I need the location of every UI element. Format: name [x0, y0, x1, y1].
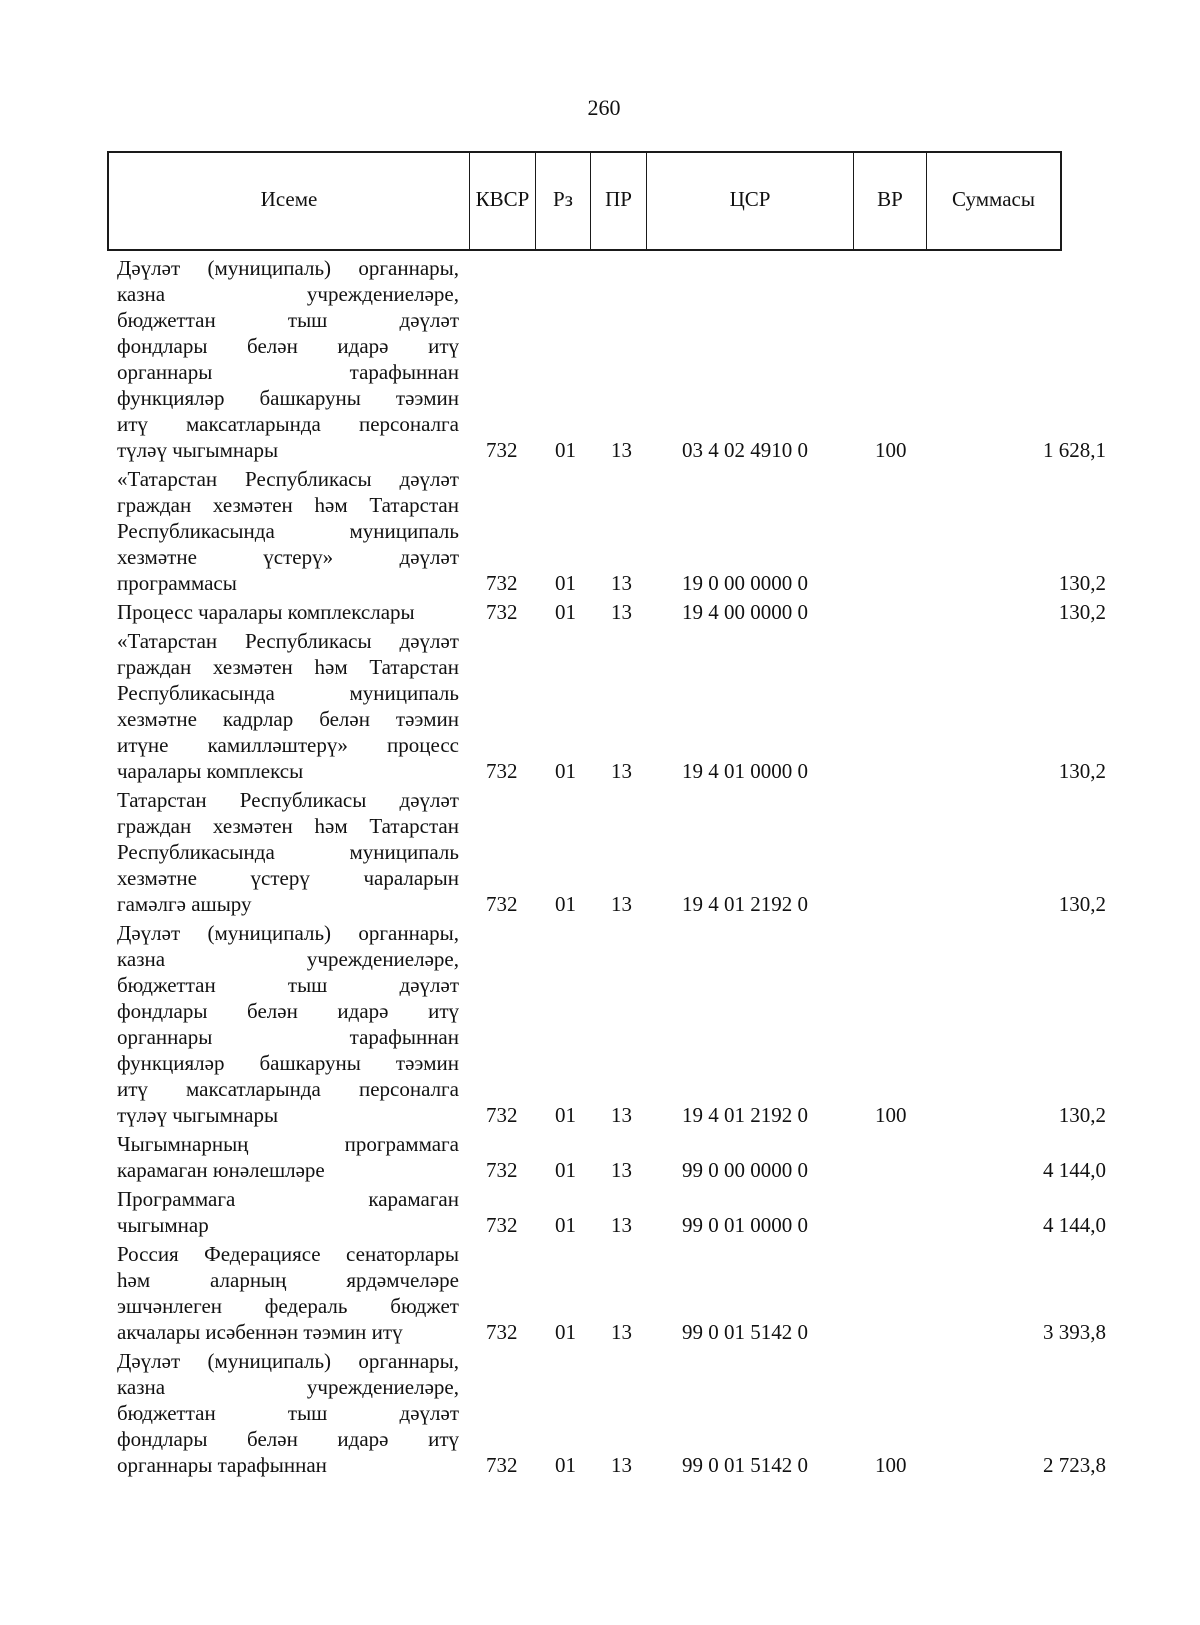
row-csr: 19 4 01 2192 0 [682, 1103, 808, 1127]
table-row [0, 1186, 1200, 1238]
row-sum: 130,2 [1058, 759, 1106, 783]
table-row [0, 1348, 1200, 1478]
row-name-line: органнары тарафыннан [117, 360, 459, 384]
table-row [0, 628, 1200, 784]
header-rz: Рз [535, 153, 590, 249]
row-csr: 19 4 01 2192 0 [682, 892, 808, 916]
row-name-line: Республикасында муниципаль [117, 519, 459, 543]
row-pr: 13 [611, 1103, 632, 1127]
row-name-line: итүне камилләштерү» процесс [117, 733, 459, 757]
row-csr: 19 4 01 0000 0 [682, 759, 808, 783]
row-sum: 3 393,8 [1043, 1320, 1106, 1344]
row-name-line: Дәүләт (муниципаль) органнары, [117, 256, 459, 280]
row-pr: 13 [611, 1320, 632, 1344]
table-row [0, 787, 1200, 917]
row-name-line: Россия Федерациясе сенаторлары [117, 1242, 459, 1266]
header-sum: Суммасы [926, 153, 1060, 249]
row-name-line: казна учреждениеләре, [117, 282, 459, 306]
row-name-line: казна учреждениеләре, [117, 947, 459, 971]
row-name-line: органнары тарафыннан [117, 1025, 459, 1049]
row-name-line: граждан хезмәтен һәм Татарстан [117, 493, 459, 517]
row-csr: 19 4 00 0000 0 [682, 600, 808, 624]
table-row [0, 1241, 1200, 1345]
row-name-line: һәм аларның ярдәмчеләре [117, 1268, 459, 1292]
row-csr: 19 0 00 0000 0 [682, 571, 808, 595]
row-csr: 03 4 02 4910 0 [682, 438, 808, 462]
row-name-line: фондлары белән идарә итү [117, 999, 459, 1023]
row-sum: 4 144,0 [1043, 1213, 1106, 1237]
row-name [117, 920, 459, 1128]
row-name-line: Республикасында муниципаль [117, 840, 459, 864]
row-rz: 01 [555, 759, 576, 783]
row-vr: 100 [875, 1453, 907, 1477]
row-name-line: Процесс чаралары комплекслары [117, 600, 415, 624]
table-row [0, 920, 1200, 1128]
row-sum: 1 628,1 [1043, 438, 1106, 462]
header-pr: ПР [590, 153, 646, 249]
row-name-line: акчалары исәбеннән тәэмин итү [117, 1320, 403, 1344]
row-rz: 01 [555, 1453, 576, 1477]
row-kvsr: 732 [486, 1453, 518, 1477]
row-name-line: чыгымнар [117, 1213, 209, 1237]
row-rz: 01 [555, 1320, 576, 1344]
row-name-line: итү максатларында персоналга [117, 1077, 459, 1101]
row-rz: 01 [555, 438, 576, 462]
row-sum: 130,2 [1058, 1103, 1106, 1127]
table-body [0, 255, 1200, 1481]
row-name-line: казна учреждениеләре, [117, 1375, 459, 1399]
row-rz: 01 [555, 600, 576, 624]
row-name-line: граждан хезмәтен һәм Татарстан [117, 655, 459, 679]
row-kvsr: 732 [486, 438, 518, 462]
row-name-line: хезмәтне үстерү чараларын [117, 866, 459, 890]
row-vr: 100 [875, 438, 907, 462]
row-name-line: Дәүләт (муниципаль) органнары, [117, 921, 459, 945]
row-name-line: фондлары белән идарә итү [117, 334, 459, 358]
row-sum: 4 144,0 [1043, 1158, 1106, 1182]
row-name-line: чаралары комплексы [117, 759, 304, 783]
row-name-line: хезмәтне үстерү» дәүләт [117, 545, 459, 569]
row-rz: 01 [555, 1213, 576, 1237]
row-name-line: түләү чыгымнары [117, 438, 279, 462]
row-pr: 13 [611, 1158, 632, 1182]
row-name-line: Чыгымнарның программага [117, 1132, 459, 1156]
page-number: 260 [587, 95, 621, 120]
header-vr: ВР [853, 153, 926, 249]
row-name-line: Татарстан Республикасы дәүләт [117, 788, 459, 812]
row-name-line: түләү чыгымнары [117, 1103, 279, 1127]
row-rz: 01 [555, 892, 576, 916]
row-name-line: функцияләр башкаруны тәэмин [117, 386, 459, 410]
header-name: Исеме [260, 186, 318, 211]
row-name-line: хезмәтне кадрлар белән тәэмин [117, 707, 459, 731]
row-pr: 13 [611, 1213, 632, 1237]
row-kvsr: 732 [486, 892, 518, 916]
row-name-line: карамаган юнәлешләре [117, 1158, 325, 1182]
row-kvsr: 732 [486, 1320, 518, 1344]
row-kvsr: 732 [486, 571, 518, 595]
row-pr: 13 [611, 759, 632, 783]
row-name-line: гамәлгә ашыру [117, 892, 252, 916]
table-row [0, 466, 1200, 596]
row-sum: 2 723,8 [1043, 1453, 1106, 1477]
row-kvsr: 732 [486, 1158, 518, 1182]
row-name-line: программасы [117, 571, 237, 595]
table-header [107, 151, 1062, 251]
row-name-line: эшчәнлеген федераль бюджет [117, 1294, 459, 1318]
row-pr: 13 [611, 892, 632, 916]
row-name [117, 255, 459, 463]
row-csr: 99 0 01 5142 0 [682, 1320, 808, 1344]
row-name-line: Дәүләт (муниципаль) органнары, [117, 1349, 459, 1373]
row-name-line: бюджеттан тыш дәүләт [117, 973, 459, 997]
table-row [0, 1131, 1200, 1183]
row-rz: 01 [555, 1103, 576, 1127]
row-name-line: «Татарстан Республикасы дәүләт [117, 467, 459, 491]
row-name-line: Республикасында муниципаль [117, 681, 459, 705]
header-csr: ЦСР [646, 153, 853, 249]
row-name-line: фондлары белән идарә итү [117, 1427, 459, 1451]
row-name-line: «Татарстан Республикасы дәүләт [117, 629, 459, 653]
table-row [0, 255, 1200, 463]
row-sum: 130,2 [1058, 571, 1106, 595]
row-name-line: органнары тарафыннан [117, 1453, 327, 1477]
row-pr: 13 [611, 1453, 632, 1477]
row-vr: 100 [875, 1103, 907, 1127]
row-rz: 01 [555, 571, 576, 595]
row-name-line: бюджеттан тыш дәүләт [117, 308, 459, 332]
row-kvsr: 732 [486, 600, 518, 624]
table-row [0, 599, 1200, 625]
row-csr: 99 0 01 0000 0 [682, 1213, 808, 1237]
row-sum: 130,2 [1058, 892, 1106, 916]
row-kvsr: 732 [486, 1103, 518, 1127]
row-csr: 99 0 01 5142 0 [682, 1453, 808, 1477]
row-pr: 13 [611, 600, 632, 624]
row-name-line: итү максатларында персоналга [117, 412, 459, 436]
row-name-line: граждан хезмәтен һәм Татарстан [117, 814, 459, 838]
row-kvsr: 732 [486, 1213, 518, 1237]
row-pr: 13 [611, 438, 632, 462]
row-kvsr: 732 [486, 759, 518, 783]
row-name-line: функцияләр башкаруны тәэмин [117, 1051, 459, 1075]
row-csr: 99 0 00 0000 0 [682, 1158, 808, 1182]
row-sum: 130,2 [1058, 600, 1106, 624]
row-pr: 13 [611, 571, 632, 595]
header-kvsr: КВСР [469, 153, 535, 249]
row-name-line: бюджеттан тыш дәүләт [117, 1401, 459, 1425]
row-name-line: Программага карамаган [117, 1187, 459, 1211]
row-rz: 01 [555, 1158, 576, 1182]
